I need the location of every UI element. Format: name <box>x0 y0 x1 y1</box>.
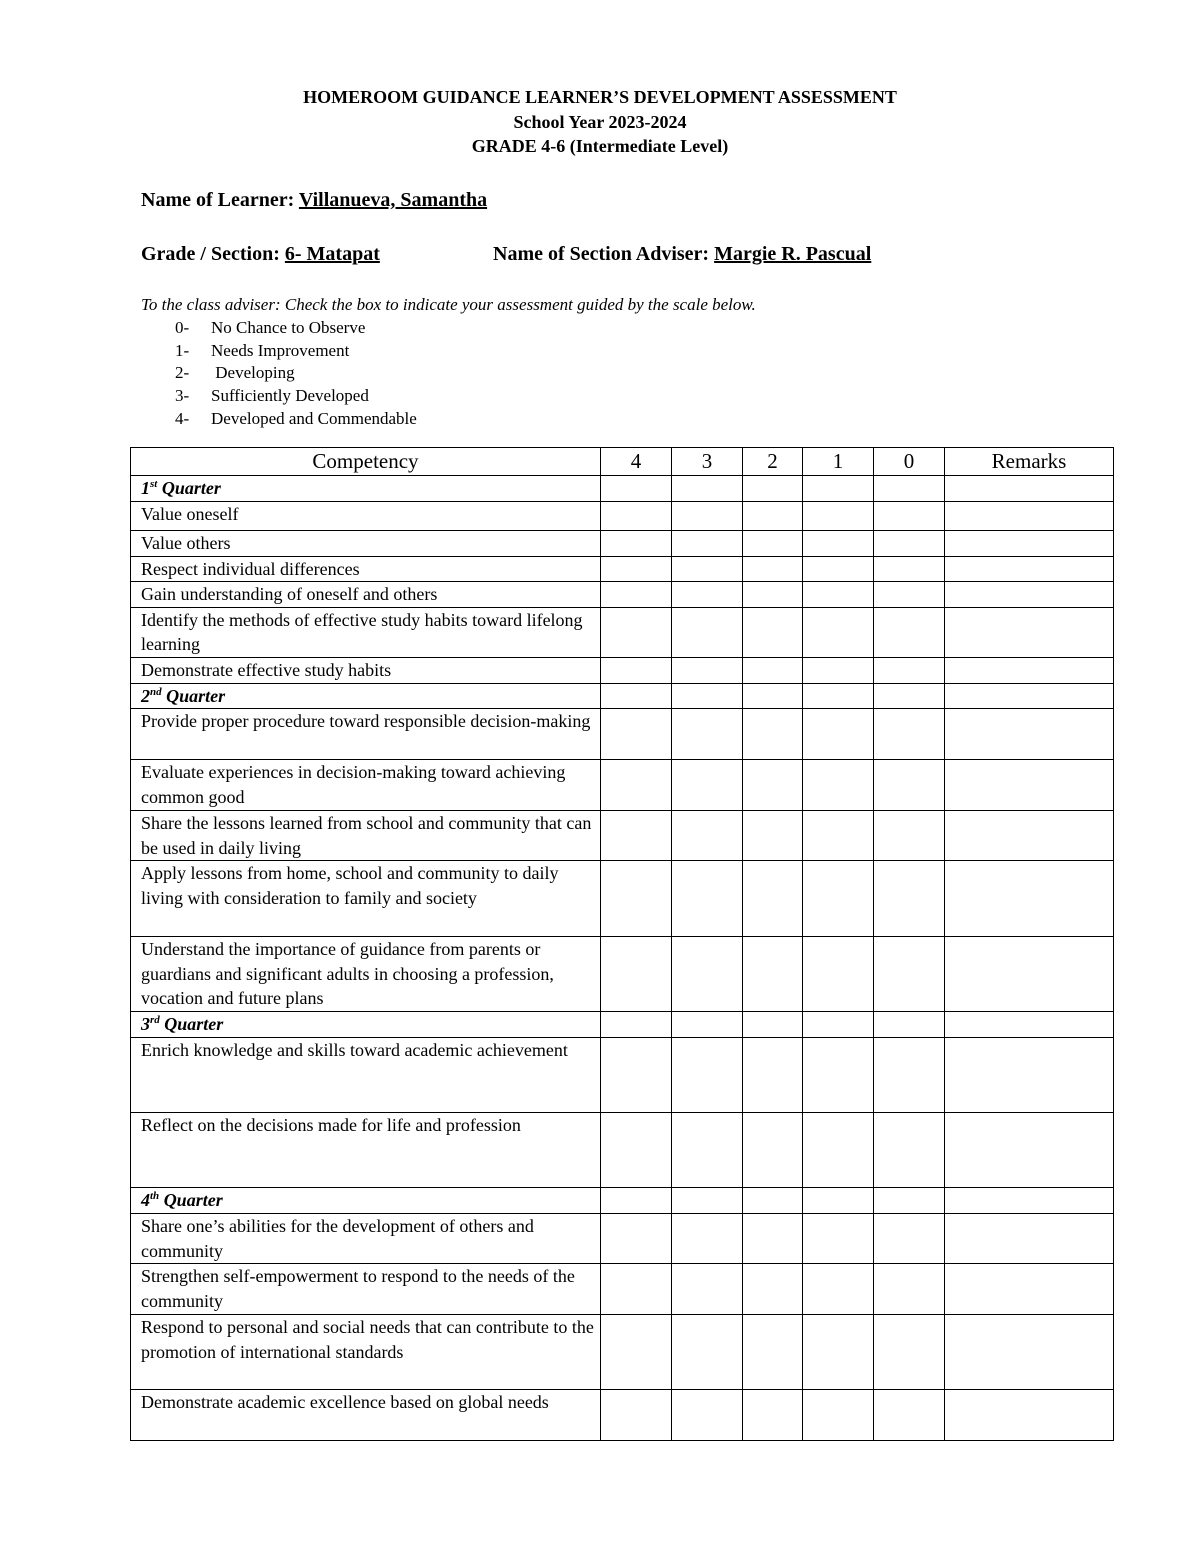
scale-label: Developing <box>211 363 295 383</box>
competency-text: Respond to personal and social needs that can contribute to the promotion of international standards <box>131 1315 601 1390</box>
score-2-cell[interactable] <box>743 657 803 683</box>
score-4-cell[interactable] <box>601 1315 672 1390</box>
score-4-cell[interactable] <box>601 1264 672 1315</box>
quarter-word: Quarter <box>161 478 221 498</box>
remarks-cell[interactable] <box>945 607 1114 657</box>
score-2-cell[interactable] <box>743 1038 803 1113</box>
score-4-cell[interactable] <box>601 607 672 657</box>
competency-text: Strengthen self-empowerment to respond to the needs of the community <box>131 1264 601 1315</box>
score-0-cell[interactable] <box>874 1113 945 1188</box>
score-3-cell[interactable] <box>672 1012 743 1038</box>
score-2-cell[interactable] <box>743 861 803 937</box>
score-3-cell[interactable] <box>672 1113 743 1188</box>
remarks-cell[interactable] <box>945 1214 1114 1264</box>
grade-section-field <box>141 241 445 267</box>
score-0-cell[interactable] <box>874 1038 945 1113</box>
header-score-1: 1 <box>803 448 874 476</box>
table-row <box>131 582 1114 608</box>
score-1-cell[interactable] <box>803 861 874 937</box>
score-3-cell[interactable] <box>672 811 743 861</box>
score-3-cell[interactable] <box>672 556 743 582</box>
competency-table <box>130 447 1114 1441</box>
adviser-label: Name of Section Adviser: <box>493 243 710 265</box>
score-1-cell[interactable] <box>803 1038 874 1113</box>
score-0-cell[interactable] <box>874 683 945 709</box>
score-3-cell[interactable] <box>672 1214 743 1264</box>
score-0-cell[interactable] <box>874 582 945 608</box>
score-1-cell[interactable] <box>803 1264 874 1315</box>
score-4-cell[interactable] <box>601 1113 672 1188</box>
remarks-cell[interactable] <box>945 1012 1114 1038</box>
competency-text: Value others <box>131 530 601 556</box>
score-3-cell[interactable] <box>672 861 743 937</box>
learner-name-field <box>141 187 487 213</box>
score-2-cell[interactable] <box>743 1188 803 1214</box>
score-3-cell[interactable] <box>672 501 743 530</box>
score-0-cell[interactable] <box>874 709 945 760</box>
score-3-cell[interactable] <box>672 476 743 502</box>
quarter-word: Quarter <box>164 1014 224 1034</box>
scale-number: 4- <box>175 408 190 428</box>
score-4-cell[interactable] <box>601 760 672 811</box>
header-score-4: 4 <box>601 448 672 476</box>
scale-item <box>175 340 417 363</box>
competency-text: Demonstrate academic excellence based on global needs <box>131 1390 601 1441</box>
quarter-label <box>131 1012 601 1038</box>
score-4-cell[interactable] <box>601 709 672 760</box>
score-2-cell[interactable] <box>743 760 803 811</box>
score-1-cell[interactable] <box>803 683 874 709</box>
quarter-number: 2 <box>141 685 150 706</box>
scale-item <box>175 408 417 431</box>
score-1-cell[interactable] <box>803 582 874 608</box>
table-row <box>131 1038 1114 1113</box>
score-1-cell[interactable] <box>803 607 874 657</box>
score-2-cell[interactable] <box>743 530 803 556</box>
score-1-cell[interactable] <box>803 1012 874 1038</box>
table-row <box>131 1214 1114 1264</box>
score-3-cell[interactable] <box>672 1188 743 1214</box>
scale-number: 1- <box>175 340 190 360</box>
score-1-cell[interactable] <box>803 937 874 1012</box>
grade-level: GRADE 4-6 (Intermediate Level) <box>471 136 729 156</box>
table-row <box>131 811 1114 861</box>
header-score-2: 2 <box>743 448 803 476</box>
document-title: HOMEROOM GUIDANCE LEARNER’S DEVELOPMENT ASSESSMENT <box>303 87 897 107</box>
table-row <box>131 530 1114 556</box>
competency-text: Share the lessons learned from school and community that can be used in daily living <box>131 811 601 861</box>
remarks-cell[interactable] <box>945 582 1114 608</box>
table-row <box>131 760 1114 811</box>
score-3-cell[interactable] <box>672 683 743 709</box>
score-3-cell[interactable] <box>672 657 743 683</box>
table-row <box>131 709 1114 760</box>
score-3-cell[interactable] <box>672 1038 743 1113</box>
grade-section-label: Grade / Section: <box>141 243 280 265</box>
score-3-cell[interactable] <box>672 1390 743 1441</box>
score-3-cell[interactable] <box>672 1315 743 1390</box>
competency-text: Enrich knowledge and skills toward academic achievement <box>131 1038 601 1113</box>
scale-item <box>175 362 417 385</box>
quarter-ordinal: th <box>150 1190 160 1202</box>
score-2-cell[interactable] <box>743 1012 803 1038</box>
score-0-cell[interactable] <box>874 1315 945 1390</box>
score-4-cell[interactable] <box>601 1012 672 1038</box>
score-1-cell[interactable] <box>803 1390 874 1441</box>
score-1-cell[interactable] <box>803 1214 874 1264</box>
remarks-cell[interactable] <box>945 811 1114 861</box>
quarter-ordinal: rd <box>150 1014 160 1026</box>
score-0-cell[interactable] <box>874 937 945 1012</box>
scale-label: No Chance to Observe <box>211 318 366 337</box>
score-4-cell[interactable] <box>601 501 672 530</box>
table-row <box>131 501 1114 530</box>
competency-text: Demonstrate effective study habits <box>131 657 601 683</box>
scale-label: Developed and Commendable <box>211 408 417 428</box>
competency-text: Reflect on the decisions made for life and profession <box>131 1113 601 1188</box>
score-1-cell[interactable] <box>803 530 874 556</box>
table-row <box>131 607 1114 657</box>
score-1-cell[interactable] <box>803 811 874 861</box>
score-4-cell[interactable] <box>601 937 672 1012</box>
score-0-cell[interactable] <box>874 556 945 582</box>
score-3-cell[interactable] <box>672 530 743 556</box>
quarter-ordinal: st <box>150 478 158 490</box>
score-4-cell[interactable] <box>601 1390 672 1441</box>
score-1-cell[interactable] <box>803 1315 874 1390</box>
remarks-cell[interactable] <box>945 683 1114 709</box>
score-2-cell[interactable] <box>743 811 803 861</box>
scale-label: Sufficiently Developed <box>211 386 369 406</box>
competency-text: Value oneself <box>131 501 601 530</box>
score-1-cell[interactable] <box>803 709 874 760</box>
competency-text: Understand the importance of guidance from parents or guardians and significant adults in choosing a profession, vocation and future plans <box>131 937 601 1012</box>
score-3-cell[interactable] <box>672 760 743 811</box>
score-3-cell[interactable] <box>672 582 743 608</box>
score-2-cell[interactable] <box>743 1214 803 1264</box>
scale-item <box>175 317 417 340</box>
score-2-cell[interactable] <box>743 476 803 502</box>
score-4-cell[interactable] <box>601 556 672 582</box>
header-score-3: 3 <box>672 448 743 476</box>
score-0-cell[interactable] <box>874 1264 945 1315</box>
score-0-cell[interactable] <box>874 1214 945 1264</box>
adviser-value[interactable]: Margie R. Pascual <box>714 243 872 265</box>
adviser-field <box>493 241 871 267</box>
quarter-row <box>131 476 1114 502</box>
table-header-row <box>131 448 1114 476</box>
score-0-cell[interactable] <box>874 811 945 861</box>
score-4-cell[interactable] <box>601 657 672 683</box>
score-4-cell[interactable] <box>601 476 672 502</box>
remarks-cell[interactable] <box>945 1188 1114 1214</box>
header-remarks: Remarks <box>945 448 1114 476</box>
score-3-cell[interactable] <box>672 607 743 657</box>
score-2-cell[interactable] <box>743 556 803 582</box>
score-4-cell[interactable] <box>601 1188 672 1214</box>
score-2-cell[interactable] <box>743 607 803 657</box>
learner-name-label: Name of Learner: <box>141 189 295 211</box>
score-0-cell[interactable] <box>874 1012 945 1038</box>
remarks-cell[interactable] <box>945 760 1114 811</box>
score-1-cell[interactable] <box>803 476 874 502</box>
quarter-row <box>131 1188 1114 1214</box>
score-2-cell[interactable] <box>743 1315 803 1390</box>
score-2-cell[interactable] <box>743 683 803 709</box>
score-3-cell[interactable] <box>672 709 743 760</box>
table-row <box>131 937 1114 1012</box>
remarks-cell[interactable] <box>945 556 1114 582</box>
score-4-cell[interactable] <box>601 582 672 608</box>
score-4-cell[interactable] <box>601 683 672 709</box>
table-row <box>131 657 1114 683</box>
quarter-word: Quarter <box>163 1190 223 1210</box>
quarter-label <box>131 476 601 502</box>
remarks-cell[interactable] <box>945 1113 1114 1188</box>
remarks-cell[interactable] <box>945 657 1114 683</box>
learner-name-value[interactable]: Villanueva, Samantha <box>298 189 488 211</box>
table-row <box>131 1264 1114 1315</box>
score-1-cell[interactable] <box>803 760 874 811</box>
score-2-cell[interactable] <box>743 501 803 530</box>
table-row <box>131 861 1114 937</box>
remarks-cell[interactable] <box>945 530 1114 556</box>
scale-label: Needs Improvement <box>211 340 350 360</box>
quarter-label <box>131 1188 601 1214</box>
competency-text: Gain understanding of oneself and others <box>131 582 601 608</box>
quarter-label <box>131 683 601 709</box>
score-0-cell[interactable] <box>874 1188 945 1214</box>
score-1-cell[interactable] <box>803 501 874 530</box>
competency-text: Apply lessons from home, school and community to daily living with consideration to family and society <box>131 861 601 937</box>
competency-text: Identify the methods of effective study habits toward lifelong learning <box>131 607 601 657</box>
quarter-word: Quarter <box>166 685 226 706</box>
score-1-cell[interactable] <box>803 556 874 582</box>
score-0-cell[interactable] <box>874 657 945 683</box>
score-4-cell[interactable] <box>601 1038 672 1113</box>
score-2-cell[interactable] <box>743 1390 803 1441</box>
score-2-cell[interactable] <box>743 709 803 760</box>
instructions: To the class adviser: Check the box to indicate your assessment guided by the scale below. <box>141 295 756 314</box>
scale-number: 0- <box>175 318 190 337</box>
score-4-cell[interactable] <box>601 811 672 861</box>
score-4-cell[interactable] <box>601 1214 672 1264</box>
header-score-0: 0 <box>874 448 945 476</box>
remarks-cell[interactable] <box>945 1390 1114 1441</box>
grade-section-value[interactable]: 6- Matapat <box>284 243 380 265</box>
competency-text: Evaluate experiences in decision-making toward achieving common good <box>131 760 601 811</box>
score-2-cell[interactable] <box>743 1264 803 1315</box>
remarks-cell[interactable] <box>945 709 1114 760</box>
remarks-cell[interactable] <box>945 476 1114 502</box>
score-4-cell[interactable] <box>601 530 672 556</box>
competency-text: Share one’s abilities for the development of others and community <box>131 1214 601 1264</box>
score-2-cell[interactable] <box>743 937 803 1012</box>
table-row <box>131 1315 1114 1390</box>
score-3-cell[interactable] <box>672 1264 743 1315</box>
score-4-cell[interactable] <box>601 861 672 937</box>
score-3-cell[interactable] <box>672 937 743 1012</box>
rating-scale <box>175 317 417 430</box>
table-row <box>131 1113 1114 1188</box>
table-body <box>131 476 1114 1441</box>
score-1-cell[interactable] <box>803 657 874 683</box>
remarks-cell[interactable] <box>945 1315 1114 1390</box>
score-1-cell[interactable] <box>803 1188 874 1214</box>
remarks-cell[interactable] <box>945 1038 1114 1113</box>
score-0-cell[interactable] <box>874 530 945 556</box>
school-year: School Year 2023-2024 <box>513 112 687 132</box>
table-row <box>131 1390 1114 1441</box>
score-2-cell[interactable] <box>743 1113 803 1188</box>
remarks-cell[interactable] <box>945 937 1114 1012</box>
score-0-cell[interactable] <box>874 760 945 811</box>
score-0-cell[interactable] <box>874 607 945 657</box>
score-0-cell[interactable] <box>874 501 945 530</box>
scale-number: 2- <box>175 363 190 383</box>
scale-number: 3- <box>175 386 190 406</box>
score-1-cell[interactable] <box>803 1113 874 1188</box>
competency-text: Provide proper procedure toward responsible decision-making <box>131 709 601 760</box>
quarter-row <box>131 683 1114 709</box>
table-row <box>131 556 1114 582</box>
quarter-number: 3 <box>141 1014 150 1034</box>
quarter-number: 1 <box>141 478 150 498</box>
remarks-cell[interactable] <box>945 1264 1114 1315</box>
quarter-ordinal: nd <box>150 685 162 698</box>
competency-text: Respect individual differences <box>131 556 601 582</box>
quarter-number: 4 <box>141 1190 150 1210</box>
header-competency: Competency <box>131 448 601 476</box>
remarks-cell[interactable] <box>945 861 1114 937</box>
scale-item <box>175 385 417 408</box>
score-0-cell[interactable] <box>874 476 945 502</box>
score-2-cell[interactable] <box>743 582 803 608</box>
quarter-row <box>131 1012 1114 1038</box>
score-0-cell[interactable] <box>874 1390 945 1441</box>
score-0-cell[interactable] <box>874 861 945 937</box>
remarks-cell[interactable] <box>945 501 1114 530</box>
